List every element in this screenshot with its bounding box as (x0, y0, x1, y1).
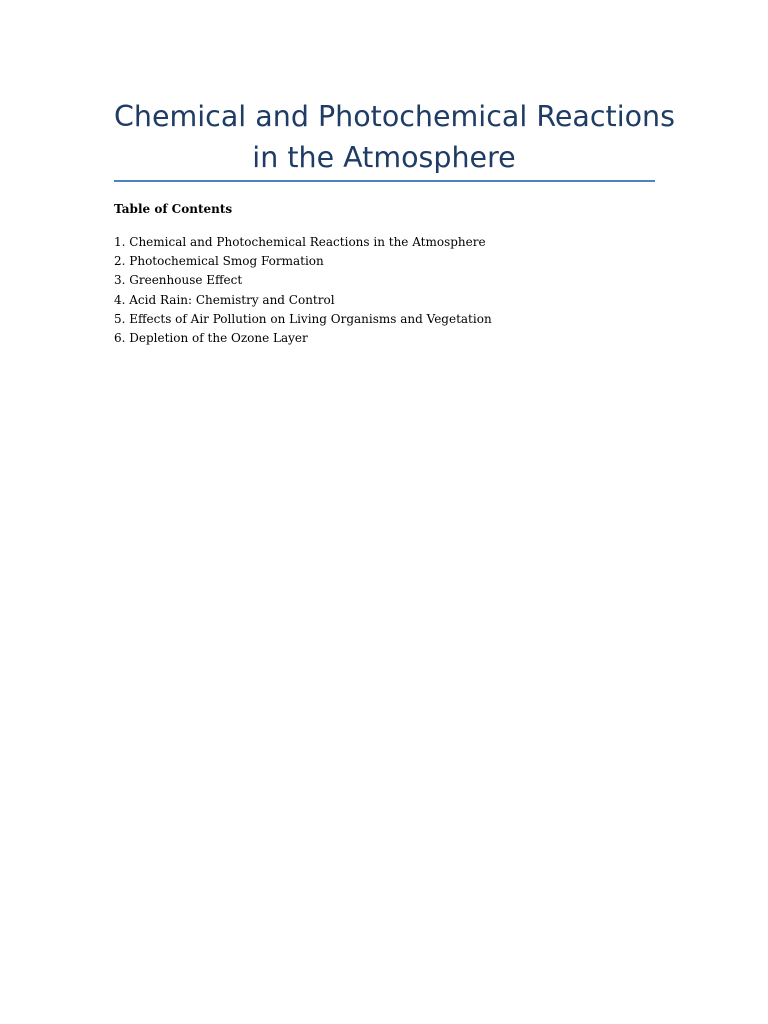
table-of-contents (114, 201, 654, 348)
document-title-line-2: in the Atmosphere (252, 141, 516, 174)
title-underline-rule (114, 180, 655, 182)
toc-list (114, 233, 654, 348)
toc-item: 3. Greenhouse Effect (114, 273, 243, 288)
toc-item: 2. Photochemical Smog Formation (114, 254, 324, 269)
toc-item: 5. Effects of Air Pollution on Living Organisms and Vegetation (114, 311, 492, 326)
toc-item: 4. Acid Rain: Chemistry and Control (114, 292, 335, 307)
document-title-line-1: Chemical and Photochemical Reactions (114, 100, 675, 133)
document-title (114, 96, 675, 178)
toc-heading: Table of Contents (114, 202, 233, 216)
toc-item: 6. Depletion of the Ozone Layer (114, 331, 308, 346)
toc-item: 1. Chemical and Photochemical Reactions in the Atmosphere (114, 235, 486, 249)
